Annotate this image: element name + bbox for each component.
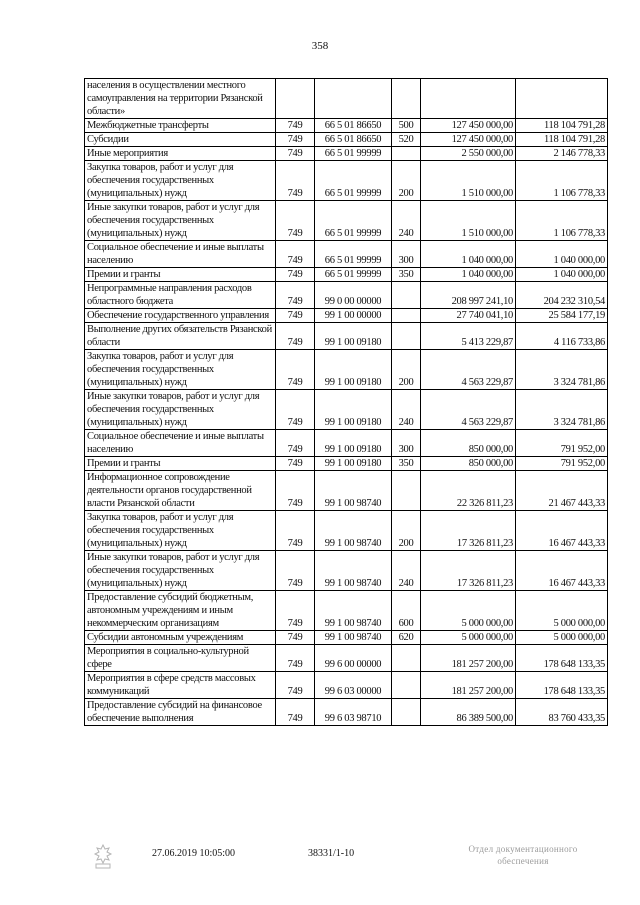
cell-name: Информационное сопровождение деятельности органов государственной власти Рязанской области: [85, 471, 276, 511]
cell-fact: 1 040 000,00: [516, 241, 608, 268]
cell-name: Предоставление субсидий бюджетным, автономным учреждениям и иным некоммерческим организациям: [85, 591, 276, 631]
cell-name: Закупка товаров, работ и услуг для обеспечения государственных (муниципальных) нужд: [85, 161, 276, 201]
cell-plan: 1 510 000,00: [421, 161, 516, 201]
cell-name: Субсидии: [85, 133, 276, 147]
cell-type: 620: [392, 631, 421, 645]
cell-target: 66 5 01 86650: [315, 133, 392, 147]
cell-type: 200: [392, 161, 421, 201]
cell-plan: 208 997 241,10: [421, 282, 516, 309]
cell-plan: 1 510 000,00: [421, 201, 516, 241]
table-row: [85, 672, 608, 699]
budget-table-body: [85, 79, 608, 726]
cell-plan: 127 450 000,00: [421, 119, 516, 133]
cell-type: 240: [392, 390, 421, 430]
cell-code: 749: [276, 147, 315, 161]
cell-fact: 25 584 177,19: [516, 309, 608, 323]
table-row: [85, 390, 608, 430]
cell-fact: 5 000 000,00: [516, 591, 608, 631]
cell-name: Иные закупки товаров, работ и услуг для обеспечения государственных (муниципальных) нужд: [85, 201, 276, 241]
cell-plan: 86 389 500,00: [421, 699, 516, 726]
cell-code: 749: [276, 631, 315, 645]
cell-plan: 5 000 000,00: [421, 591, 516, 631]
cell-target: 66 5 01 99999: [315, 268, 392, 282]
table-row: [85, 201, 608, 241]
cell-plan: 850 000,00: [421, 430, 516, 457]
table-row: [85, 282, 608, 309]
table-row: [85, 309, 608, 323]
cell-type: 500: [392, 119, 421, 133]
cell-type: 240: [392, 551, 421, 591]
cell-fact: 2 146 778,33: [516, 147, 608, 161]
cell-plan: 2 550 000,00: [421, 147, 516, 161]
page-number: 358: [311, 40, 329, 52]
cell-fact: 16 467 443,33: [516, 511, 608, 551]
cell-type: [392, 309, 421, 323]
cell-code: 749: [276, 551, 315, 591]
cell-type: [392, 323, 421, 350]
footer-doc-number: 38331/1-10: [308, 848, 355, 859]
cell-name: Обеспечение государственного управления: [85, 309, 276, 323]
cell-target: 99 6 00 00000: [315, 645, 392, 672]
cell-plan: 1 040 000,00: [421, 268, 516, 282]
cell-fact: 3 324 781,86: [516, 390, 608, 430]
cell-target: 99 1 00 98740: [315, 631, 392, 645]
cell-code: 749: [276, 591, 315, 631]
cell-type: [392, 147, 421, 161]
table-row: [85, 511, 608, 551]
cell-type: [392, 699, 421, 726]
cell-target: 99 6 03 98710: [315, 699, 392, 726]
cell-plan: 17 326 811,23: [421, 511, 516, 551]
cell-fact: 16 467 443,33: [516, 551, 608, 591]
cell-code: 749: [276, 133, 315, 147]
cell-type: 600: [392, 591, 421, 631]
table-row: [85, 268, 608, 282]
budget-table: [84, 78, 608, 726]
cell-name: Социальное обеспечение и иные выплаты населению: [85, 241, 276, 268]
cell-target: 66 5 01 99999: [315, 201, 392, 241]
cell-plan: 17 326 811,23: [421, 551, 516, 591]
cell-code: 749: [276, 323, 315, 350]
cell-code: 749: [276, 430, 315, 457]
cell-fact: 791 952,00: [516, 430, 608, 457]
cell-plan: 850 000,00: [421, 457, 516, 471]
cell-code: [276, 79, 315, 119]
table-row: [85, 430, 608, 457]
cell-name: Субсидии автономным учреждениям: [85, 631, 276, 645]
cell-target: 99 1 00 09180: [315, 430, 392, 457]
cell-name: Иные закупки товаров, работ и услуг для обеспечения государственных (муниципальных) нужд: [85, 390, 276, 430]
cell-plan: 27 740 041,10: [421, 309, 516, 323]
cell-target: 99 1 00 09180: [315, 457, 392, 471]
footer-date: 27.06.2019 10:05:00: [152, 848, 236, 859]
cell-target: 99 1 00 98740: [315, 591, 392, 631]
cell-target: 99 0 00 00000: [315, 282, 392, 309]
cell-plan: 181 257 200,00: [421, 672, 516, 699]
cell-code: 749: [276, 511, 315, 551]
cell-type: 240: [392, 201, 421, 241]
cell-plan: 5 000 000,00: [421, 631, 516, 645]
cell-code: 749: [276, 241, 315, 268]
cell-target: 99 1 00 09180: [315, 390, 392, 430]
cell-target: 66 5 01 86650: [315, 119, 392, 133]
cell-name: населения в осуществлении местного самоуправления на территории Рязанской области»: [85, 79, 276, 119]
cell-code: 749: [276, 471, 315, 511]
cell-name: Социальное обеспечение и иные выплаты населению: [85, 430, 276, 457]
cell-code: 749: [276, 350, 315, 390]
cell-fact: 5 000 000,00: [516, 631, 608, 645]
cell-fact: 118 104 791,28: [516, 133, 608, 147]
cell-fact: 4 116 733,86: [516, 323, 608, 350]
cell-target: 99 1 00 00000: [315, 309, 392, 323]
cell-target: 99 1 00 98740: [315, 551, 392, 591]
cell-fact: 118 104 791,28: [516, 119, 608, 133]
cell-fact: 3 324 781,86: [516, 350, 608, 390]
cell-plan: 22 326 811,23: [421, 471, 516, 511]
cell-plan: 5 413 229,87: [421, 323, 516, 350]
cell-fact: 204 232 310,54: [516, 282, 608, 309]
cell-plan: 1 040 000,00: [421, 241, 516, 268]
table-row: [85, 591, 608, 631]
cell-type: [392, 672, 421, 699]
cell-code: 749: [276, 699, 315, 726]
table-row: [85, 161, 608, 201]
cell-code: 749: [276, 309, 315, 323]
cell-plan: 4 563 229,87: [421, 350, 516, 390]
cell-fact: 178 648 133,35: [516, 645, 608, 672]
coat-of-arms-emblem: [92, 844, 114, 870]
cell-code: 749: [276, 161, 315, 201]
cell-name: Непрограммные направления расходов областного бюджета: [85, 282, 276, 309]
cell-target: 99 1 00 09180: [315, 350, 392, 390]
cell-fact: 1 106 778,33: [516, 161, 608, 201]
table-row: [85, 241, 608, 268]
cell-fact: 1 106 778,33: [516, 201, 608, 241]
cell-type: [392, 282, 421, 309]
cell-fact: [516, 79, 608, 119]
cell-type: [392, 79, 421, 119]
cell-target: 66 5 01 99999: [315, 161, 392, 201]
table-row: [85, 350, 608, 390]
table-row: [85, 79, 608, 119]
cell-code: 749: [276, 672, 315, 699]
cell-name: Предоставление субсидий на финансовое обеспечение выполнения: [85, 699, 276, 726]
cell-code: 749: [276, 119, 315, 133]
cell-plan: 181 257 200,00: [421, 645, 516, 672]
cell-name: Выполнение других обязательств Рязанской области: [85, 323, 276, 350]
cell-plan: 127 450 000,00: [421, 133, 516, 147]
cell-name: Премии и гранты: [85, 457, 276, 471]
cell-target: 66 5 01 99999: [315, 241, 392, 268]
cell-fact: 83 760 433,35: [516, 699, 608, 726]
cell-fact: 1 040 000,00: [516, 268, 608, 282]
cell-type: 520: [392, 133, 421, 147]
cell-fact: 791 952,00: [516, 457, 608, 471]
cell-code: 749: [276, 201, 315, 241]
table-row: [85, 133, 608, 147]
table-row: [85, 471, 608, 511]
table-row: [85, 147, 608, 161]
table-row: [85, 323, 608, 350]
cell-target: 99 1 00 98740: [315, 471, 392, 511]
cell-fact: 21 467 443,33: [516, 471, 608, 511]
cell-type: 200: [392, 350, 421, 390]
cell-name: Премии и гранты: [85, 268, 276, 282]
cell-target: 99 1 00 09180: [315, 323, 392, 350]
cell-code: 749: [276, 390, 315, 430]
cell-code: 749: [276, 457, 315, 471]
cell-name: Мероприятия в социально-культурной сфере: [85, 645, 276, 672]
table-row: [85, 631, 608, 645]
cell-name: Межбюджетные трансферты: [85, 119, 276, 133]
cell-name: Иные мероприятия: [85, 147, 276, 161]
cell-name: Закупка товаров, работ и услуг для обеспечения государственных (муниципальных) нужд: [85, 511, 276, 551]
cell-name: Закупка товаров, работ и услуг для обеспечения государственных (муниципальных) нужд: [85, 350, 276, 390]
cell-type: 300: [392, 241, 421, 268]
cell-name: Мероприятия в сфере средств массовых коммуникаций: [85, 672, 276, 699]
footer-stamp: Отдел документационного обеспечения: [468, 844, 578, 866]
table-row: [85, 645, 608, 672]
cell-plan: 4 563 229,87: [421, 390, 516, 430]
cell-fact: 178 648 133,35: [516, 672, 608, 699]
cell-target: 99 1 00 98740: [315, 511, 392, 551]
cell-type: 300: [392, 430, 421, 457]
table-row: [85, 457, 608, 471]
cell-type: [392, 471, 421, 511]
cell-code: 749: [276, 282, 315, 309]
cell-target: [315, 79, 392, 119]
cell-name: Иные закупки товаров, работ и услуг для обеспечения государственных (муниципальных) нужд: [85, 551, 276, 591]
cell-target: 99 6 03 00000: [315, 672, 392, 699]
cell-type: 200: [392, 511, 421, 551]
cell-code: 749: [276, 268, 315, 282]
cell-type: [392, 645, 421, 672]
table-row: [85, 699, 608, 726]
table-row: [85, 119, 608, 133]
table-row: [85, 551, 608, 591]
cell-code: 749: [276, 645, 315, 672]
cell-type: 350: [392, 457, 421, 471]
cell-target: 66 5 01 99999: [315, 147, 392, 161]
cell-plan: [421, 79, 516, 119]
cell-type: 350: [392, 268, 421, 282]
